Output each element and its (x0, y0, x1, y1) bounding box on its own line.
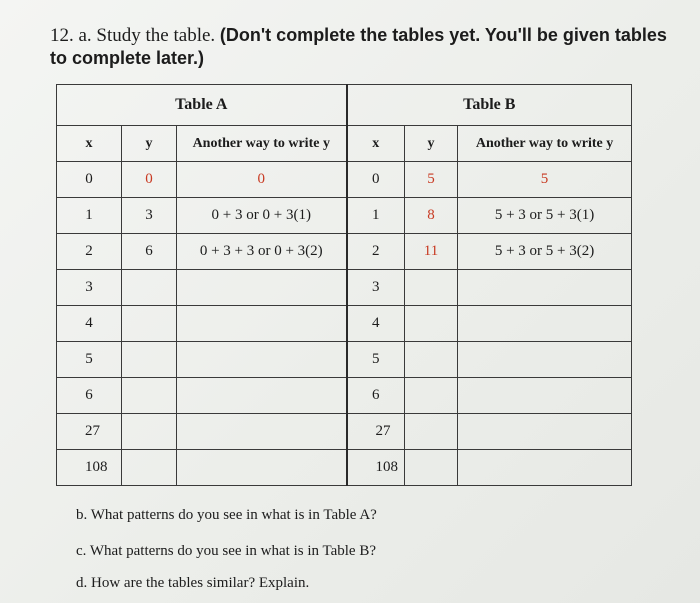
table-a-header-x: x (57, 126, 122, 162)
question-instruction: (Don't complete the tables yet. You'll be given tables to complete later.) (50, 25, 667, 68)
table-row (57, 414, 632, 450)
table-b-expr-cell: 5 (458, 162, 632, 198)
table-b-y-cell: 11 (405, 234, 458, 270)
table-b-y-cell (405, 414, 458, 450)
table-b-expr-cell (458, 270, 632, 306)
table-row (57, 342, 632, 378)
table-a-expr-cell: 0 + 3 or 0 + 3(1) (177, 198, 347, 234)
table-b-header-y: y (405, 126, 458, 162)
table-b-expr-cell (458, 414, 632, 450)
table-a-x-cell: 0 (57, 162, 122, 198)
table-a-expr-cell: 0 (177, 162, 347, 198)
table-b-x-cell: 3 (347, 270, 405, 306)
table-a-x-cell: 5 (57, 342, 122, 378)
table-a-x-cell: 2 (57, 234, 122, 270)
table-a-y-cell: 6 (122, 234, 177, 270)
table-b-x-cell: 2 (347, 234, 405, 270)
table-b-x-cell: 5 (347, 342, 405, 378)
table-b-x-cell: 6 (347, 378, 405, 414)
table-a-y-cell (122, 342, 177, 378)
table-b-header-expr: Another way to write y (458, 126, 632, 162)
table-a-expr-cell (177, 270, 347, 306)
table-a-expr-cell (177, 306, 347, 342)
table-a-expr-cell (177, 414, 347, 450)
table-a-y-cell: 3 (122, 198, 177, 234)
table-row (57, 450, 632, 486)
table-a-expr-cell (177, 342, 347, 378)
table-row (57, 234, 632, 270)
table-a-y-cell (122, 414, 177, 450)
table-row (57, 162, 632, 198)
table-b-y-cell: 8 (405, 198, 458, 234)
question-number: 12. a. Study the table. (50, 25, 216, 46)
table-b-expr-cell: 5 + 3 or 5 + 3(1) (458, 198, 632, 234)
table-a-y-cell (122, 270, 177, 306)
table-b-expr-cell (458, 378, 632, 414)
table-a-x-cell: 27 (57, 414, 122, 450)
table-b-expr-cell (458, 450, 632, 486)
table-b-x-cell: 108 (347, 450, 405, 486)
table-row (57, 378, 632, 414)
table-row (57, 198, 632, 234)
table-row (57, 306, 632, 342)
table-a-expr-cell (177, 450, 347, 486)
table-a-y-cell (122, 378, 177, 414)
table-b-expr-cell (458, 342, 632, 378)
table-a-header-y: y (122, 126, 177, 162)
table-b-expr-cell (458, 306, 632, 342)
question-b: b. What patterns do you see in what is in Table A? (76, 507, 377, 523)
table-b-y-cell (405, 306, 458, 342)
table-header-row (57, 126, 632, 162)
table-a-x-cell: 1 (57, 198, 122, 234)
table-b-x-cell: 4 (347, 306, 405, 342)
question-title (50, 24, 670, 70)
table-a-expr-cell: 0 + 3 + 3 or 0 + 3(2) (177, 234, 347, 270)
table-a-y-cell: 0 (122, 162, 177, 198)
table-b-y-cell (405, 450, 458, 486)
table-a-title: Table A (57, 85, 347, 126)
table-a-expr-cell (177, 378, 347, 414)
table-a-x-cell: 108 (57, 450, 122, 486)
table-b-x-cell: 1 (347, 198, 405, 234)
table-b-title: Table B (347, 85, 632, 126)
table-b-y-cell: 5 (405, 162, 458, 198)
table-b-x-cell: 27 (347, 414, 405, 450)
question-d: d. How are the tables similar? Explain. (76, 575, 310, 591)
table-a-y-cell (122, 306, 177, 342)
table-body (57, 162, 632, 486)
table-a-x-cell: 3 (57, 270, 122, 306)
table-b-y-cell (405, 270, 458, 306)
table-title-row (57, 85, 632, 126)
comparison-table (56, 84, 632, 486)
table-a-x-cell: 6 (57, 378, 122, 414)
table-b-header-x: x (347, 126, 405, 162)
table-b-y-cell (405, 342, 458, 378)
question-c: c. What patterns do you see in what is in Table B? (76, 543, 376, 559)
table-a-y-cell (122, 450, 177, 486)
table-b-x-cell: 0 (347, 162, 405, 198)
table-row (57, 270, 632, 306)
table-a-x-cell: 4 (57, 306, 122, 342)
table-a-header-expr: Another way to write y (177, 126, 347, 162)
table-b-expr-cell: 5 + 3 or 5 + 3(2) (458, 234, 632, 270)
table-b-y-cell (405, 378, 458, 414)
